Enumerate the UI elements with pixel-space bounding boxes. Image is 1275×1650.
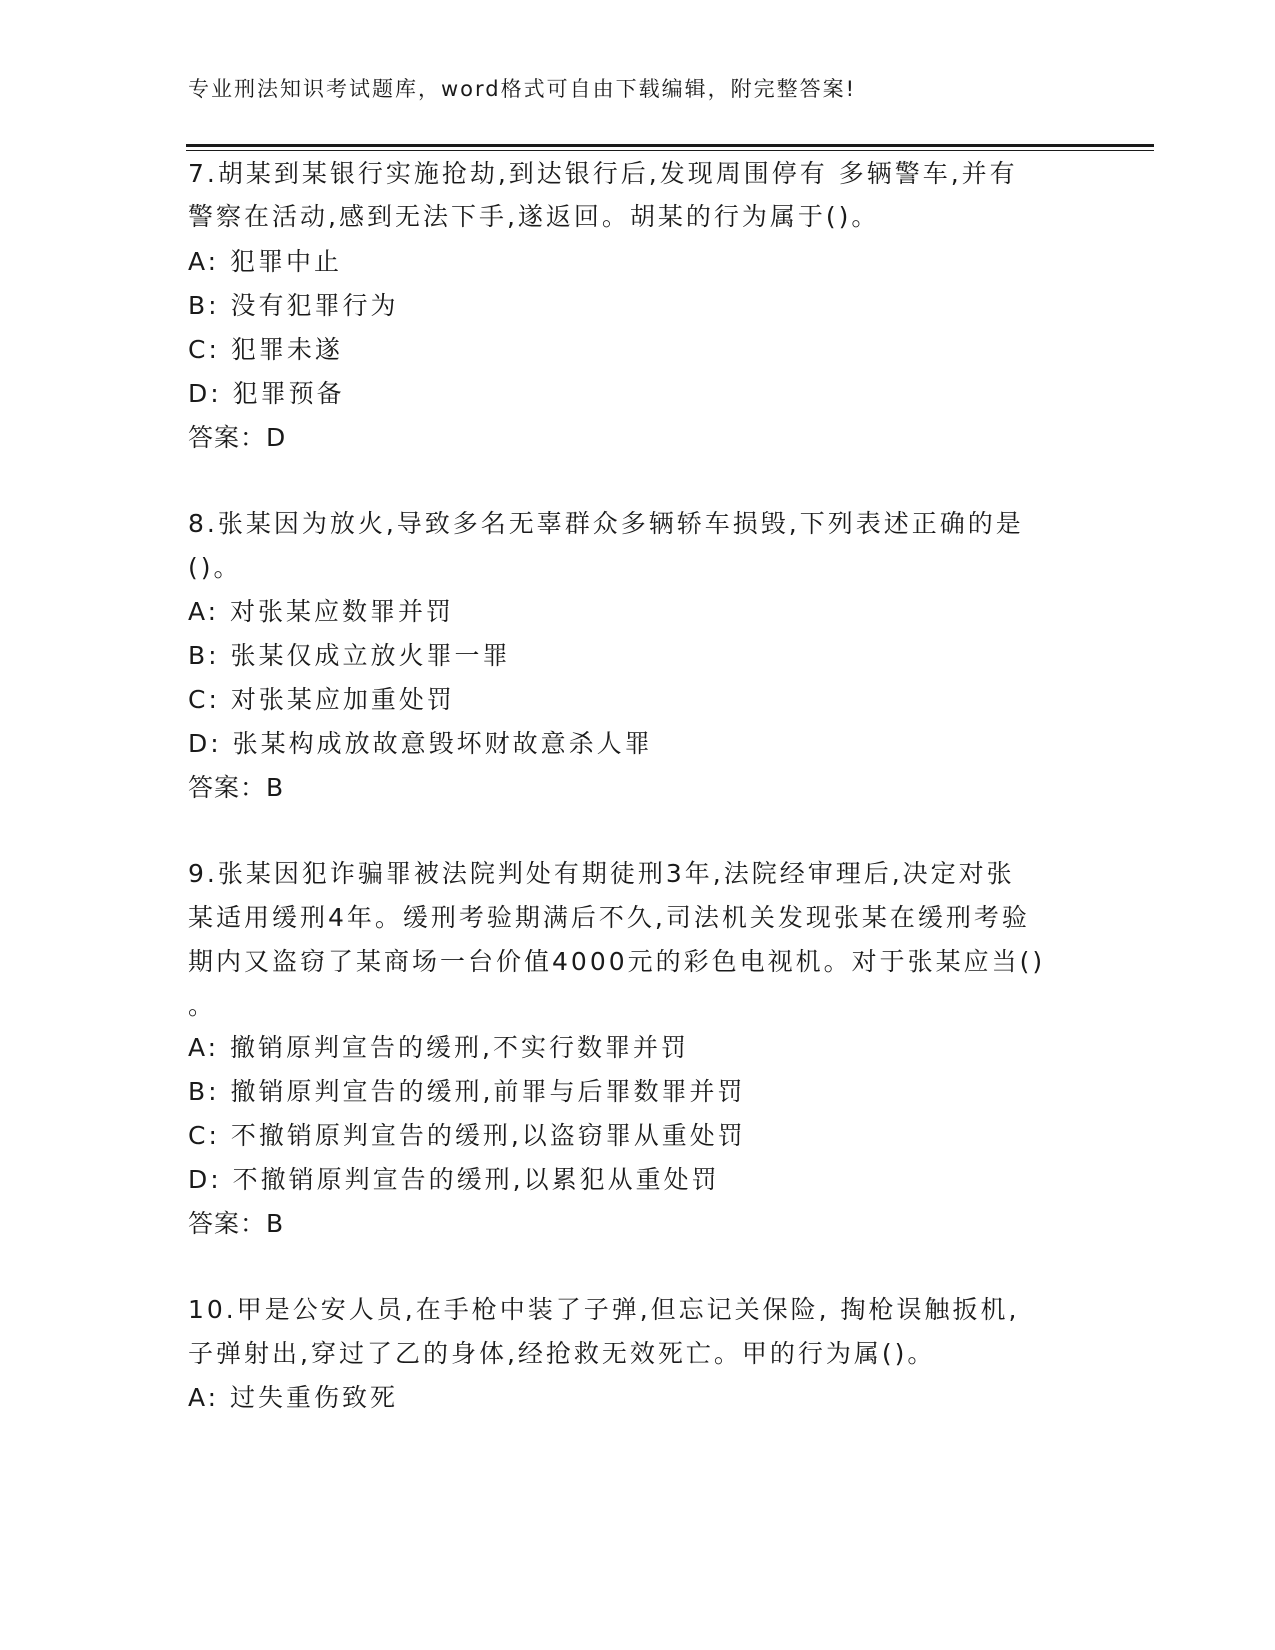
header-divider-thick (186, 144, 1154, 147)
answer-label: 答案：B (188, 1209, 285, 1238)
question-stem-line: 某适用缓刑4年。缓刑考验期满后不久,司法机关发现张某在缓刑考验 (188, 903, 1030, 932)
answer-label: 答案：D (188, 423, 287, 452)
page-header: 专业刑法知识考试题库，word格式可自由下载编辑，附完整答案! (188, 77, 857, 101)
option-a: A: 犯罪中止 (188, 247, 343, 276)
header-divider-thin (186, 150, 1154, 151)
option-b: B: 张某仅成立放火罪一罪 (188, 641, 511, 670)
question-stem-line: 7.胡某到某银行实施抢劫,到达银行后,发现周围停有 多辆警车,并有 (188, 159, 1018, 188)
question-stem-line: 8.张某因为放火,导致多名无辜群众多辆轿车损毁,下列表述正确的是 (188, 509, 1024, 538)
option-b: B: 撤销原判宣告的缓刑,前罪与后罪数罪并罚 (188, 1077, 746, 1106)
option-a: A: 对张某应数罪并罚 (188, 597, 455, 626)
question-stem-line: 10.甲是公安人员,在手枪中装了子弹,但忘记关保险, 掏枪误触扳机, (188, 1295, 1020, 1324)
option-d: D: 不撤销原判宣告的缓刑,以累犯从重处罚 (188, 1165, 720, 1194)
option-a: A: 撤销原判宣告的缓刑,不实行数罪并罚 (188, 1033, 689, 1062)
question-stem-line: 9.张某因犯诈骗罪被法院判处有期徒刑3年,法院经审理后,决定对张 (188, 859, 1015, 888)
question-stem-line: 期内又盗窃了某商场一台价值4000元的彩色电视机。对于张某应当() (188, 947, 1046, 976)
question-stem-line: 警察在活动,感到无法下手,遂返回。胡某的行为属于()。 (188, 202, 880, 231)
option-a: A: 过失重伤致死 (188, 1383, 399, 1412)
answer-label: 答案：B (188, 773, 285, 802)
option-c: C: 对张某应加重处罚 (188, 685, 455, 714)
question-stem-line: 。 (188, 991, 217, 1020)
option-c: C: 不撤销原判宣告的缓刑,以盗窃罪从重处罚 (188, 1121, 746, 1150)
option-d: D: 张某构成放故意毁坏财故意杀人罪 (188, 729, 653, 758)
question-stem-line: 子弹射出,穿过了乙的身体,经抢救无效死亡。甲的行为属()。 (188, 1339, 936, 1368)
option-d: D: 犯罪预备 (188, 379, 345, 408)
option-c: C: 犯罪未遂 (188, 335, 343, 364)
option-b: B: 没有犯罪行为 (188, 291, 399, 320)
question-stem-line: ()。 (188, 553, 242, 582)
